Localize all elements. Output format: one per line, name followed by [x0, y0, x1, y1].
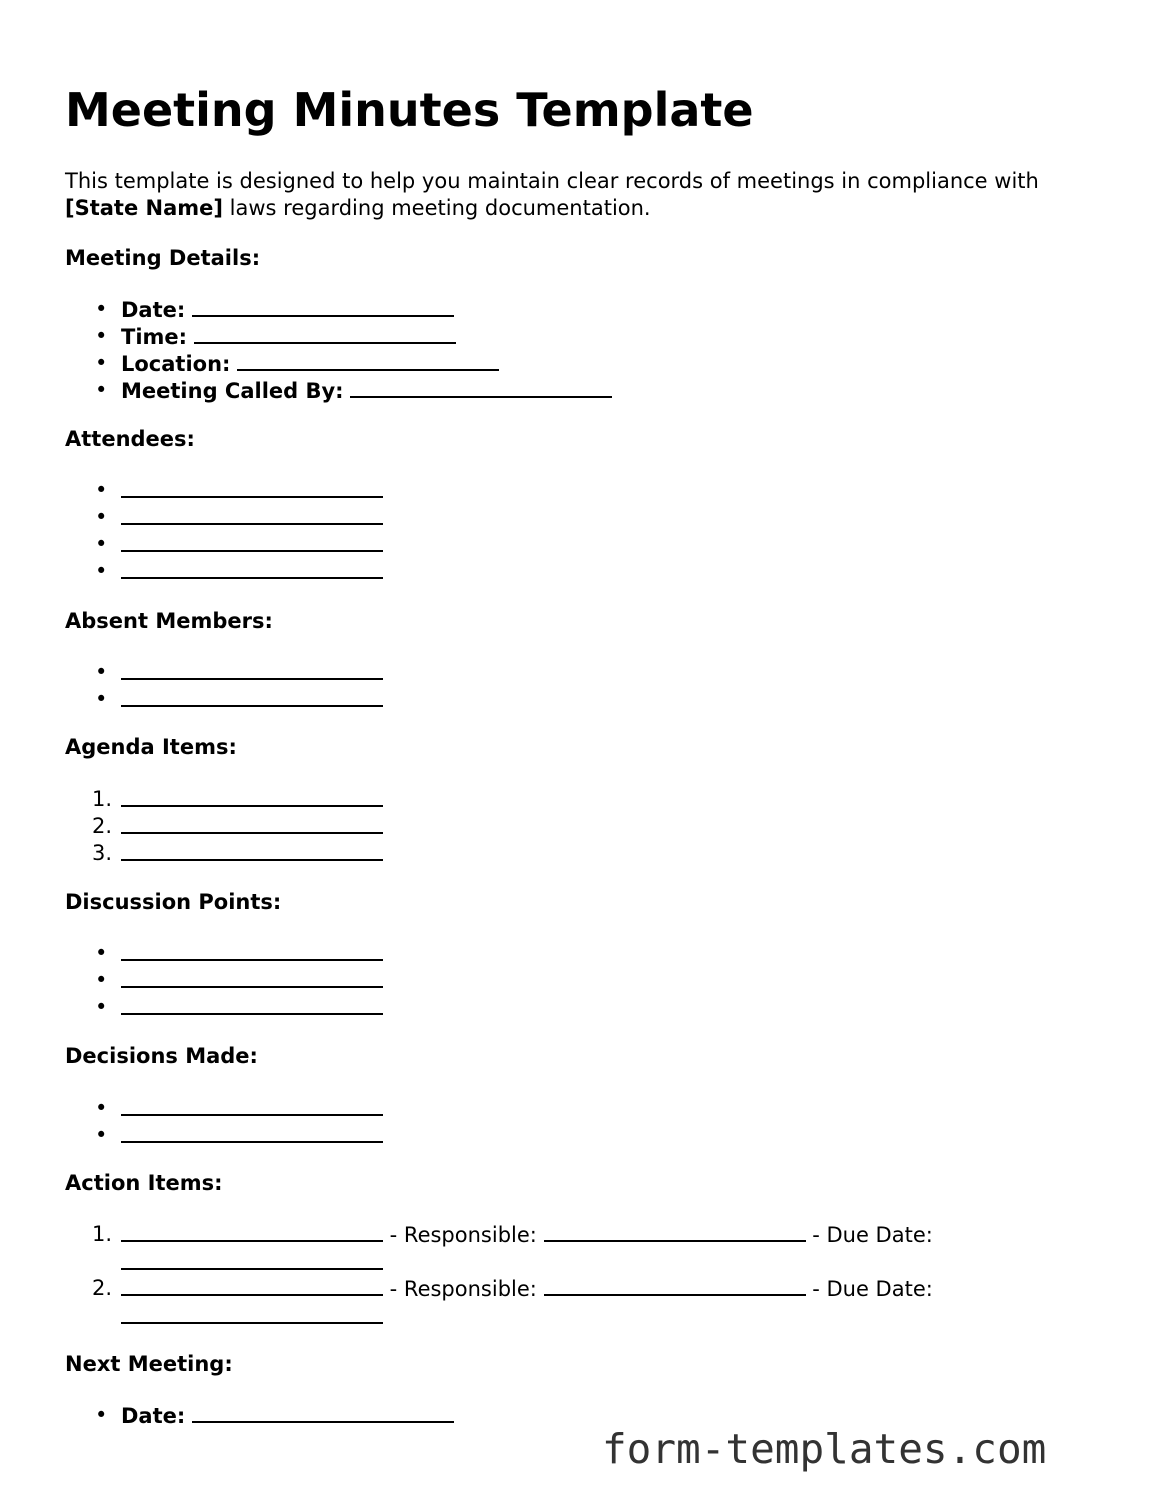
- action-items-list: [65, 1221, 1021, 1329]
- list-item: [65, 994, 383, 1021]
- list-item: [65, 967, 383, 994]
- page-title: Meeting Minutes Template: [65, 83, 754, 137]
- intro-paragraph: [65, 168, 1095, 222]
- discussion-point-field[interactable]: [121, 994, 383, 1015]
- called-by-label: Meeting Called By:: [121, 379, 344, 403]
- list-item: [65, 1122, 383, 1149]
- called-by-field[interactable]: [350, 377, 612, 398]
- decisions-made-list: [65, 1095, 383, 1149]
- attendee-field[interactable]: [121, 504, 383, 525]
- next-meeting-date: [65, 1402, 454, 1429]
- agenda-item-field[interactable]: [121, 840, 383, 861]
- agenda-item-field[interactable]: [121, 786, 383, 807]
- item-number: 1.: [92, 1222, 113, 1246]
- next-meeting-list: [65, 1402, 454, 1429]
- absent-members-heading: Absent Members:: [65, 609, 273, 633]
- attendee-field[interactable]: [121, 477, 383, 498]
- next-date-field[interactable]: [192, 1402, 454, 1423]
- next-date-label: Date:: [121, 1404, 186, 1428]
- meeting-details-list: [65, 296, 612, 404]
- intro-text-start: This template is designed to help you maintain clear records of meetings in compliance with: [65, 169, 1039, 193]
- action-item-field[interactable]: [121, 1275, 383, 1296]
- action-item-field[interactable]: [121, 1221, 383, 1242]
- responsible-field[interactable]: [544, 1221, 806, 1242]
- date-field[interactable]: [192, 296, 454, 317]
- discussion-point-field[interactable]: [121, 967, 383, 988]
- attendee-field[interactable]: [121, 531, 383, 552]
- agenda-items-list: [65, 786, 383, 867]
- due-date-field[interactable]: [121, 1249, 383, 1270]
- due-date-label: - Due Date:: [805, 1223, 933, 1247]
- action-items-heading: Action Items:: [65, 1171, 223, 1195]
- item-number: 2.: [92, 1276, 113, 1300]
- responsible-field[interactable]: [544, 1275, 806, 1296]
- absent-members-list: [65, 659, 383, 713]
- decision-field[interactable]: [121, 1122, 383, 1143]
- due-date-field[interactable]: [121, 1303, 383, 1324]
- agenda-items-heading: Agenda Items:: [65, 735, 237, 759]
- meeting-detail-time: [65, 323, 612, 350]
- decision-field[interactable]: [121, 1095, 383, 1116]
- location-field[interactable]: [237, 350, 499, 371]
- intro-text-end: laws regarding meeting documentation.: [223, 196, 651, 220]
- list-item: [65, 786, 383, 813]
- watermark-text: form-templates.com: [602, 1425, 1047, 1473]
- discussion-points-list: [65, 940, 383, 1021]
- next-meeting-heading: Next Meeting:: [65, 1352, 233, 1376]
- list-item: [65, 531, 383, 558]
- list-item: [65, 686, 383, 713]
- attendees-list: [65, 477, 383, 585]
- responsible-label: - Responsible:: [383, 1277, 544, 1301]
- list-item: [65, 477, 383, 504]
- attendee-field[interactable]: [121, 558, 383, 579]
- meeting-detail-date: [65, 296, 612, 323]
- time-label: Time:: [121, 325, 188, 349]
- responsible-label: - Responsible:: [383, 1223, 544, 1247]
- item-number: 3.: [92, 841, 113, 865]
- meeting-detail-called-by: [65, 377, 612, 404]
- time-field[interactable]: [194, 323, 456, 344]
- agenda-item-field[interactable]: [121, 813, 383, 834]
- discussion-point-field[interactable]: [121, 940, 383, 961]
- list-item: [65, 504, 383, 531]
- location-label: Location:: [121, 352, 231, 376]
- date-label: Date:: [121, 298, 186, 322]
- attendees-heading: Attendees:: [65, 427, 195, 451]
- item-number: 1.: [92, 787, 113, 811]
- meeting-detail-location: [65, 350, 612, 377]
- list-item: [65, 1275, 1021, 1329]
- list-item: [65, 840, 383, 867]
- absent-member-field[interactable]: [121, 659, 383, 680]
- meeting-details-heading: Meeting Details:: [65, 246, 261, 270]
- discussion-points-heading: Discussion Points:: [65, 890, 282, 914]
- item-number: 2.: [92, 814, 113, 838]
- decisions-made-heading: Decisions Made:: [65, 1044, 258, 1068]
- list-item: [65, 1095, 383, 1122]
- list-item: [65, 1221, 1021, 1275]
- intro-state-name: [State Name]: [65, 196, 223, 220]
- list-item: [65, 659, 383, 686]
- absent-member-field[interactable]: [121, 686, 383, 707]
- list-item: [65, 813, 383, 840]
- list-item: [65, 558, 383, 585]
- list-item: [65, 940, 383, 967]
- due-date-label: - Due Date:: [805, 1277, 933, 1301]
